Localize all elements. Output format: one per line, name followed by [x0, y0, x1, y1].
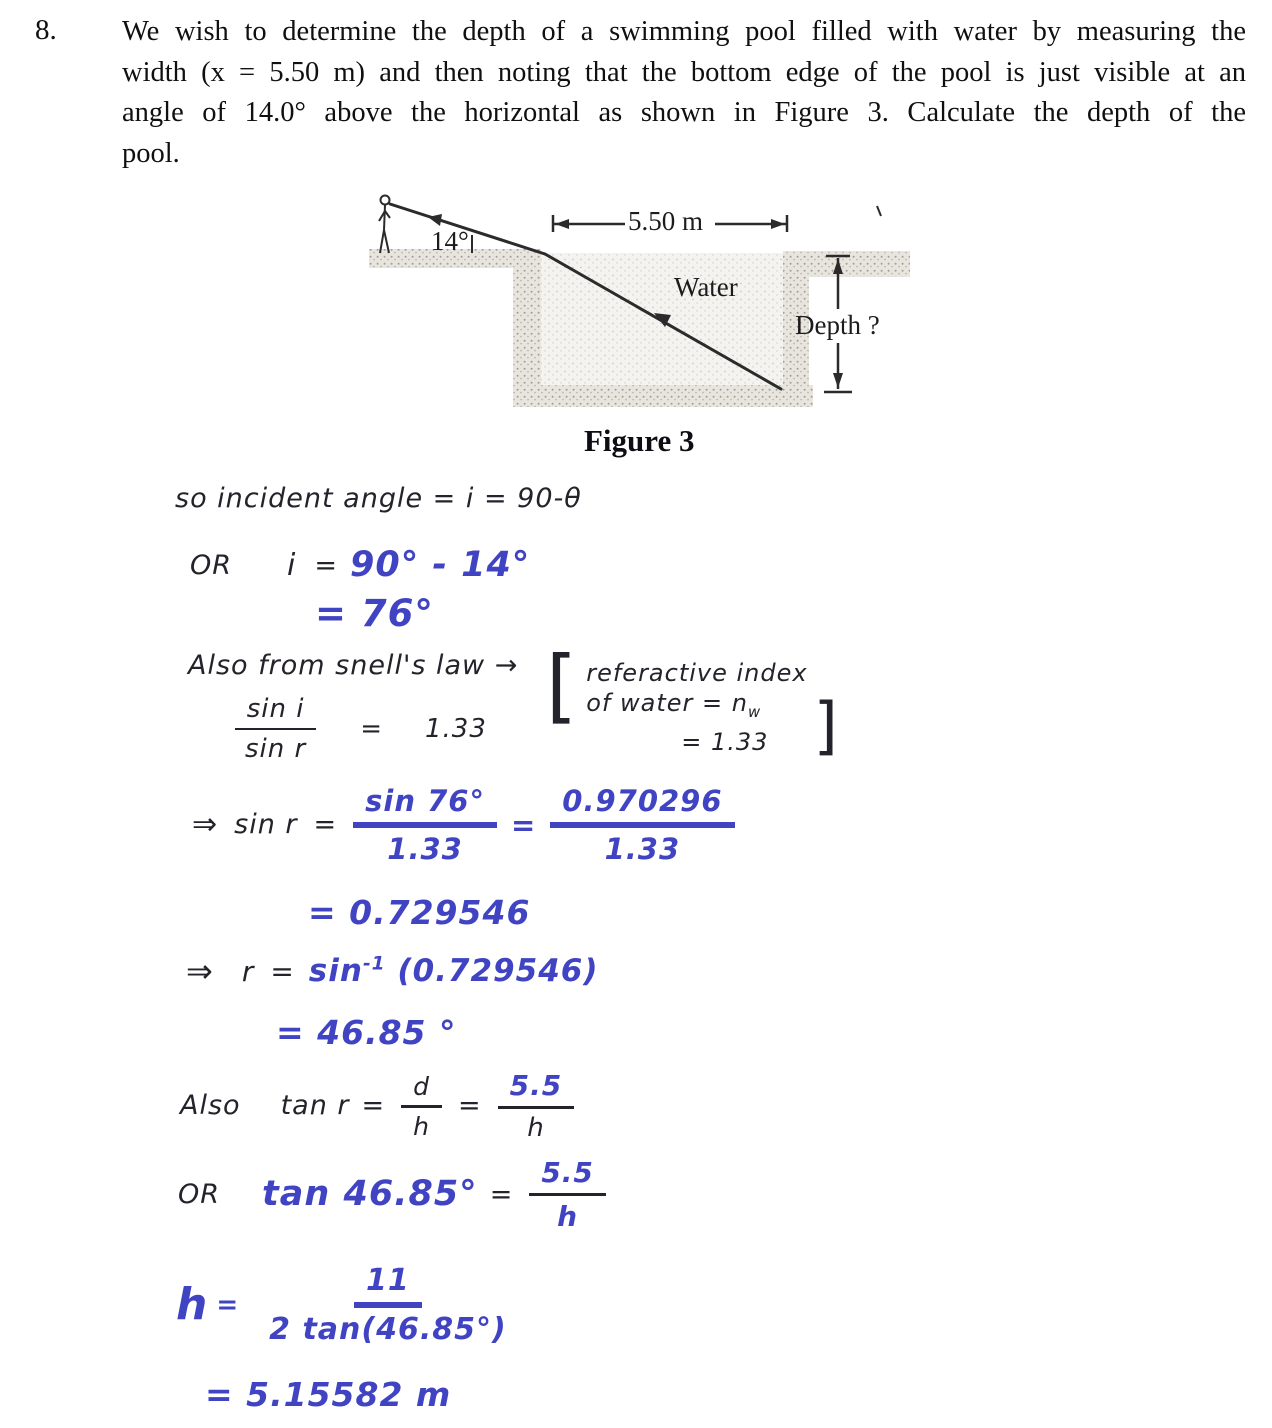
- arcsin-expression: $\sin^{-1} (0.729546)$: [308, 953, 599, 989]
- solution-r-value-line: = 46.85 °: [276, 1013, 457, 1052]
- solution-tan4685-line: OR tan 46.85° = $\frac{5.5}{h}$: [178, 1155, 606, 1233]
- refractive-index-note: [ referactive index of water = $n_w$ = 1.33 ]: [546, 639, 839, 762]
- water-label: Water: [674, 272, 738, 302]
- snell-fraction: $\frac{\text{sin i}}{\text{sin r}}$: [233, 693, 318, 764]
- solution-h-formula-line: h = $\frac{11}{2 \tan(46.85^\circ)}$: [176, 1262, 519, 1347]
- solution-tanr-line: Also tan r = $\frac{d}{h}$ = $\frac{5.5}{h}$: [180, 1068, 574, 1143]
- solution-angle-eq-line: OR i = 90° - 14°: [190, 545, 531, 585]
- note-line: referactive index: [586, 659, 808, 687]
- solution-snell-line: Also from snell's law →: [188, 650, 519, 681]
- solution-final-answer-line: = 5.15582 m: [205, 1375, 452, 1414]
- problem-line: pool.: [122, 137, 180, 169]
- problem-number: 8.: [35, 14, 57, 46]
- decimal-fraction: $\frac{0.970296}{1.33}$: [550, 783, 734, 866]
- sin76-fraction: $\frac{\sin 76^\circ}{1.33}$: [353, 783, 497, 866]
- 55-over-h-fraction: $\frac{5.5}{h}$: [498, 1068, 575, 1143]
- width-label: 5.50 m: [628, 206, 704, 236]
- pool-bottom: [513, 385, 813, 407]
- pool-left-wall: [513, 249, 541, 389]
- problem-line: width (x = 5.50 m) and then noting that the bottom edge of the pool is just visible at an: [122, 56, 1246, 88]
- note-line: of water = $n_w$: [586, 689, 762, 721]
- figure-caption: Figure 3: [584, 423, 695, 458]
- angle-label: 14°: [431, 226, 469, 256]
- 55-over-h-fraction-2: $\frac{5.5}{h}$: [529, 1155, 606, 1233]
- stray-mark: [877, 206, 881, 216]
- solution-76-line: = 76°: [315, 592, 434, 635]
- solution-arcsin-line: ⇒ r = $\sin^{-1} (0.729546)$: [186, 952, 599, 990]
- problem-statement: [122, 12, 1246, 174]
- solution-sinr-line: ⇒ sin r = $\frac{\sin 76^\circ}{1.33}$ = $\frac{0.970296}{1.33}$: [192, 783, 735, 866]
- depth-label: Depth ?: [795, 310, 880, 340]
- observer-figure: [379, 196, 390, 254]
- h-fraction: $\frac{11}{2 \tan(46.85^\circ)}$: [269, 1263, 507, 1347]
- problem-line: angle of 14.0° above the horizontal as shown in Figure 3. Calculate the depth of the: [122, 97, 1246, 128]
- problem-line: We wish to determine the depth of a swimming pool filled with water by measuring the: [122, 16, 1246, 47]
- solution-incident-angle-line: so incident angle = i = 90-θ: [175, 483, 582, 514]
- solution-snell-ratio-line: $\frac{\text{sin i}}{\text{sin r}}$ = 1.33: [233, 693, 487, 764]
- solution-sinr-value-line: = 0.729546: [308, 893, 531, 932]
- note-line: = 1.33: [681, 727, 769, 756]
- d-over-h-fraction: $\frac{d}{h}$: [401, 1071, 442, 1141]
